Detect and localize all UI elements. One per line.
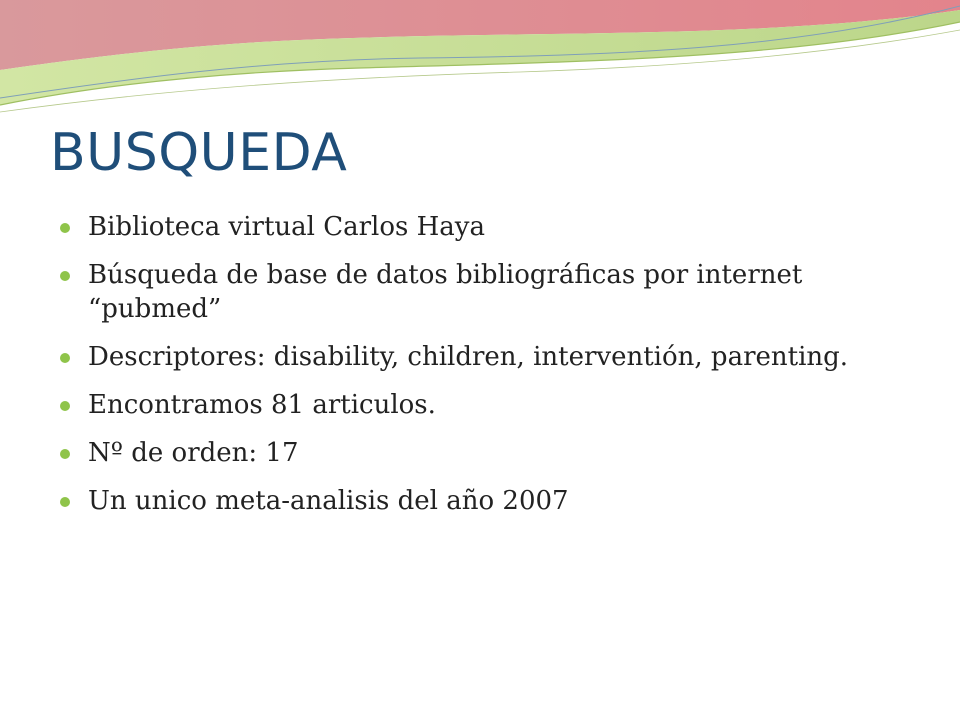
bullet-dot-icon	[60, 353, 70, 363]
bullet-item	[60, 436, 920, 470]
bullet-dot-icon	[60, 401, 70, 411]
bullet-dot-icon	[60, 223, 70, 233]
header-wave-decoration	[0, 0, 960, 120]
bullet-item	[60, 210, 920, 244]
bullet-text: Biblioteca virtual Carlos Haya	[88, 212, 485, 242]
bullet-dot-icon	[60, 271, 70, 281]
bullet-text: Encontramos 81 articulos.	[88, 390, 436, 420]
bullet-text: Nº de orden: 17	[88, 438, 299, 468]
bullet-text: Descriptores: disability, children, interventión, parenting.	[88, 342, 849, 372]
bullet-item	[60, 484, 920, 518]
bullet-list	[60, 210, 920, 532]
bullet-item	[60, 258, 920, 326]
bullet-item	[60, 388, 920, 422]
bullet-item	[60, 340, 920, 374]
bullet-dot-icon	[60, 449, 70, 459]
bullet-dot-icon	[60, 497, 70, 507]
slide-title: BUSQUEDA	[50, 123, 348, 183]
bullet-text: Un unico meta-analisis del año 2007	[88, 486, 569, 516]
bullet-text: Búsqueda de base de datos bibliográficas por internet “pubmed”	[88, 260, 803, 324]
